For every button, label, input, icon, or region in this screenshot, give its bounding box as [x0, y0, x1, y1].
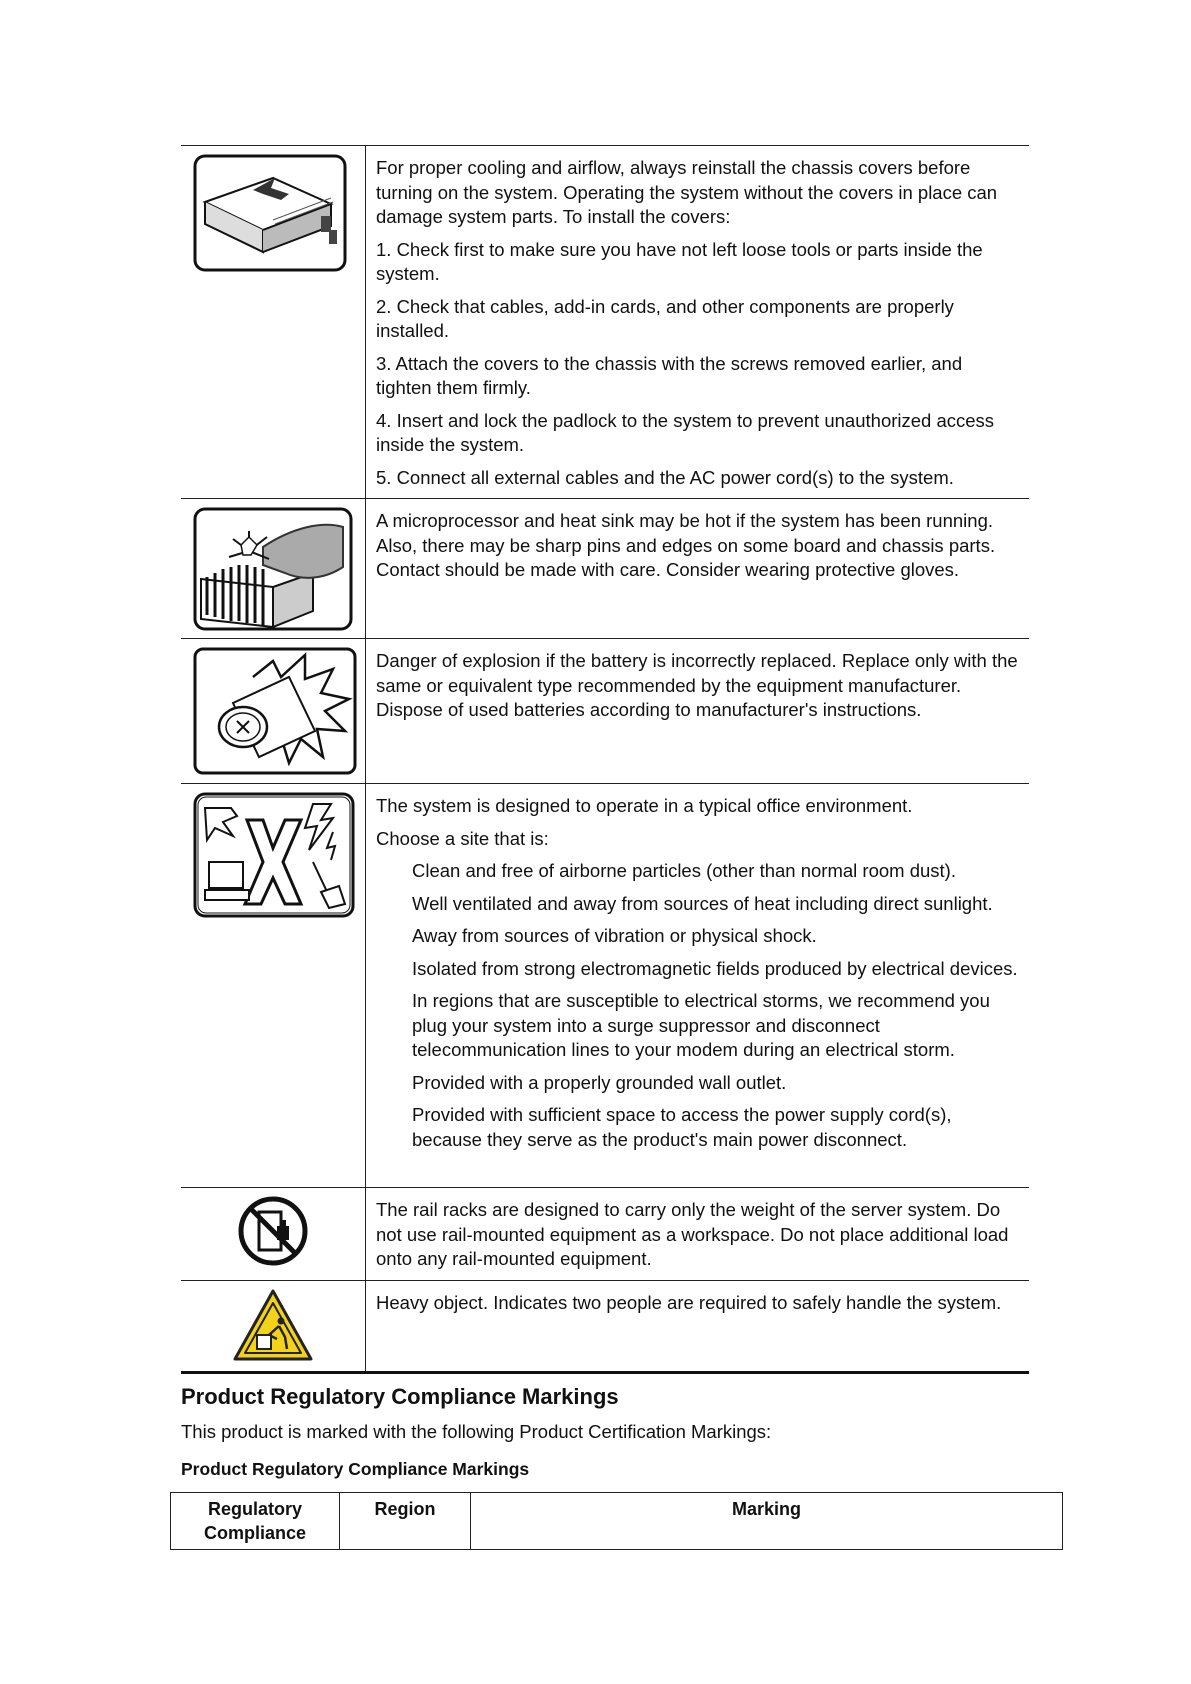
install-step-3: 3. Attach the covers to the chassis with the screws removed earlier, and tighten them firmly. [376, 352, 963, 398]
text-cell [366, 499, 1030, 639]
paragraph: The rail racks are designed to carry only the weight of the server system. Do not use rail-mounted equipment as a workspace. Do not place additional load onto any rail-mounted equipment. [376, 1199, 1009, 1269]
safety-row-heavy-object [181, 1280, 1029, 1372]
icon-cell [181, 784, 366, 1188]
paragraph: Danger of explosion if the battery is incorrectly replaced. Replace only with the same or equivalent type recommended by the equipment manufacturer. Dispose of used batteries according to manufacturer's instructions. [376, 650, 1018, 720]
icon-cell [181, 1280, 366, 1372]
install-step-1: 1. Check first to make sure you have not left loose tools or parts inside the system. [376, 238, 983, 284]
paragraph: The system is designed to operate in a typical office environment. [376, 795, 913, 816]
compliance-markings-table [170, 1492, 1063, 1550]
table-caption: Product Regulatory Compliance Markings [181, 1459, 530, 1479]
paragraph: For proper cooling and airflow, always reinstall the chassis covers before turning on the system. Operating the system without the covers in place can damage system parts. To install the covers: [376, 157, 998, 227]
paragraph: Heavy object. Indicates two people are required to safely handle the system. [376, 1291, 1002, 1313]
icon-cell [181, 146, 366, 499]
paragraph: A microprocessor and heat sink may be hot if the system has been running. Also, there may be sharp pins and edges on some board and chassis parts. Contact should be made with care. Consider wearing protective gloves. [376, 510, 996, 580]
heavy-object-icon [181, 1281, 365, 1371]
site-item: Provided with a properly grounded wall outlet. [412, 1071, 787, 1093]
paragraph: Choose a site that is: [376, 827, 549, 849]
text-cell [366, 784, 1030, 1188]
safety-row-battery [181, 639, 1029, 784]
chassis-cover-icon [193, 154, 347, 272]
install-step-4: 4. Insert and lock the padlock to the system to prevent unauthorized access inside the system. [376, 409, 995, 455]
header-marking: Marking [471, 1493, 1063, 1550]
safety-row-rail-rack [181, 1188, 1029, 1281]
site-item: Provided with sufficient space to access the power supply cord(s), because they serve as the product's main power disconnect. [412, 1104, 952, 1150]
header-region: Region [340, 1493, 471, 1550]
table-header-row [171, 1493, 1063, 1550]
text-cell [366, 639, 1030, 784]
no-workspace-rack-icon [181, 1188, 365, 1274]
site-item: Away from sources of vibration or physical shock. [412, 925, 817, 946]
text-cell [366, 1280, 1030, 1372]
site-item: Clean and free of airborne particles (other than normal room dust). [412, 860, 956, 881]
install-step-2: 2. Check that cables, add-in cards, and other components are properly installed. [376, 295, 954, 341]
safety-row-environment [181, 784, 1029, 1188]
safety-warnings-table [181, 145, 1029, 1374]
hot-heatsink-icon [193, 507, 353, 631]
intro-text: This product is marked with the following Product Certification Markings: [181, 1421, 772, 1442]
icon-cell [181, 639, 366, 784]
icon-cell [181, 1188, 366, 1281]
battery-explosion-icon [193, 647, 357, 775]
icon-cell [181, 499, 366, 639]
site-item: Isolated from strong electromagnetic fields produced by electrical devices. [412, 957, 1018, 979]
install-step-5: 5. Connect all external cables and the AC power cord(s) to the system. [376, 466, 954, 488]
safety-row-chassis-covers [181, 146, 1029, 499]
section-title: Product Regulatory Compliance Markings [181, 1384, 619, 1409]
text-cell [366, 1188, 1030, 1281]
text-cell [366, 146, 1030, 499]
environment-warning-icon [193, 792, 355, 918]
header-regulatory-compliance: Regulatory Compliance [171, 1493, 340, 1550]
site-item: Well ventilated and away from sources of heat including direct sunlight. [412, 892, 993, 914]
safety-row-hot-heatsink [181, 499, 1029, 639]
site-item: In regions that are susceptible to electrical storms, we recommend you plug your system into a surge suppressor and disconnect telecommunication lines to your modem during an electrical storm. [412, 990, 990, 1060]
